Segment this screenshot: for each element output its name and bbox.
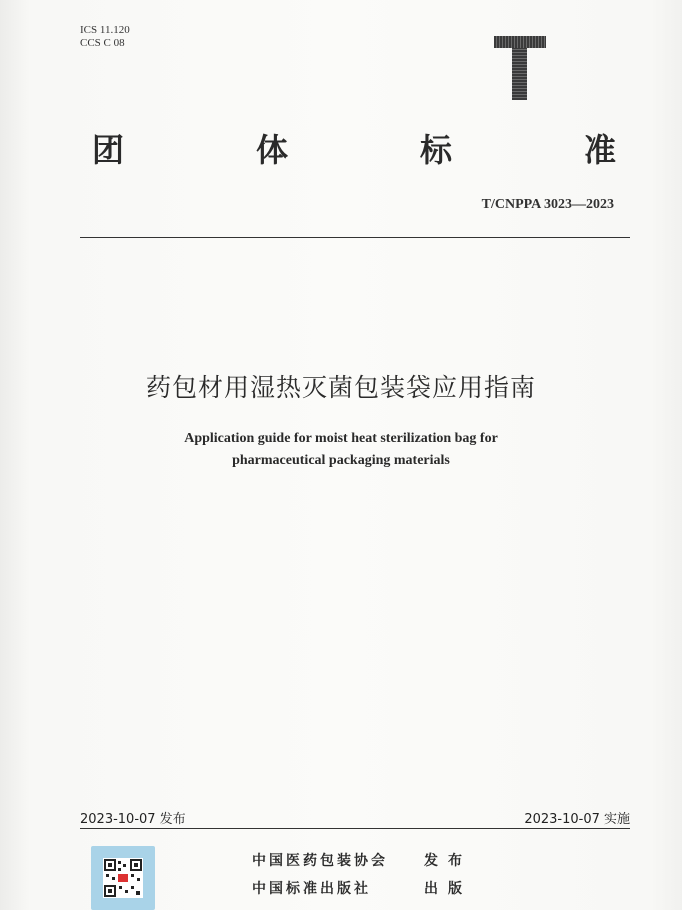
standard-type-char-1: 团 xyxy=(92,131,125,169)
title-english-line1: Application guide for moist heat sterilization bag for xyxy=(184,431,498,446)
standard-type-char-2: 体 xyxy=(256,131,289,169)
title-english-line2: pharmaceutical packaging materials xyxy=(232,453,450,468)
title-english xyxy=(0,428,682,472)
ics-code: ICS 11.120 xyxy=(80,24,130,36)
publisher-name-1: 中国医药包装协会 xyxy=(252,853,388,869)
publish-date: 2023-10-07 发布 xyxy=(80,812,186,827)
ccs-code: CCS C 08 xyxy=(80,37,125,49)
top-divider xyxy=(80,237,630,238)
standard-type-char-4: 准 xyxy=(584,131,617,169)
anti-counterfeit-label xyxy=(91,846,155,910)
publisher-role-2: 出版 xyxy=(424,881,472,897)
qr-code-icon xyxy=(103,858,143,898)
standard-t-logo xyxy=(494,36,546,100)
title-chinese: 药包材用湿热灭菌包装袋应用指南 xyxy=(145,373,536,402)
bottom-divider xyxy=(80,828,630,829)
implement-date: 2023-10-07 实施 xyxy=(524,812,630,827)
standard-number: T/CNPPA 3023—2023 xyxy=(481,197,614,212)
classification-codes xyxy=(80,24,130,50)
qr-code-graphic xyxy=(103,858,143,898)
publisher-name-2: 中国标准出版社 xyxy=(252,881,371,897)
standard-type-char-3: 标 xyxy=(420,131,453,169)
publisher-role-1: 发布 xyxy=(424,853,472,869)
